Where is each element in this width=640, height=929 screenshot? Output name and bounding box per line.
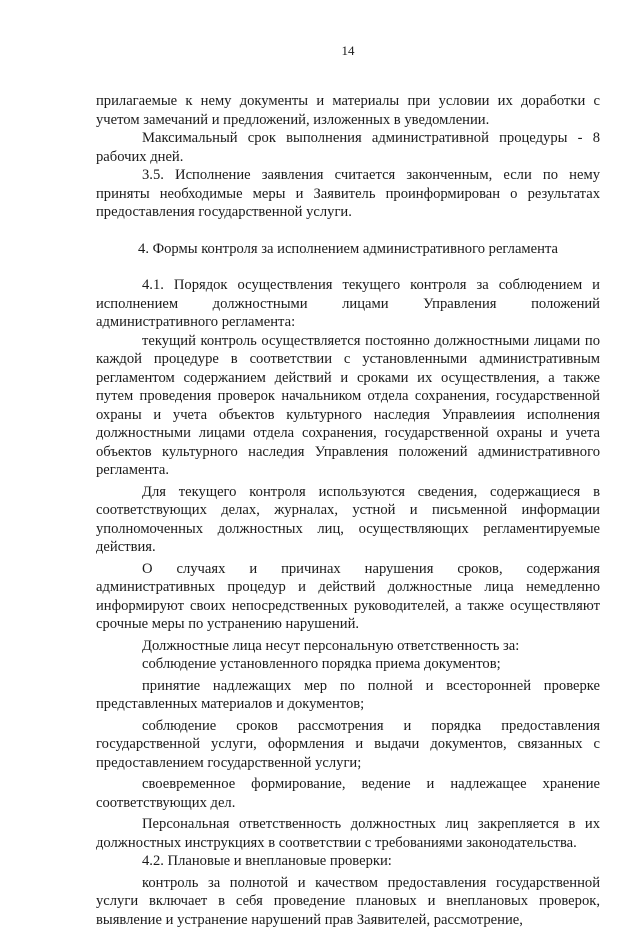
list-item-deadlines: соблюдение сроков рассмотрения и порядка предоставления государственной услуги, оформления и выдачи документов, связанных с предоставлением государственной услуги; <box>96 717 600 773</box>
paragraph-max-term: Максимальный срок выполнения административной процедуры - 8 рабочих дней. <box>96 129 600 166</box>
list-item-reception: соблюдение установленного порядка приема документов; <box>96 655 600 674</box>
paragraph-continuation: прилагаемые к нему документы и материалы при условии их доработки с учетом замечаний и предложений, изложенных в уведомлении. <box>96 92 600 129</box>
page-number: 14 <box>96 43 600 59</box>
paragraph-quality-control: контроль за полнотой и качеством предоставления государственной услуги включает в себя проведение плановых и внеплановых проверок, выявление и устранение нарушений прав Заявителей, рассмотрение, <box>96 874 600 929</box>
paragraph-responsibility: Должностные лица несут персональную ответственность за: <box>96 637 600 656</box>
paragraph-current-control: текущий контроль осуществляется постоянно должностными лицами по каждой процедуре в соответствии с установленными административным регламентом содержанием действий и сроками их осуществления, а также путем проведения проверок начальником отдела сохранения, государственной охраны и учета объектов культурного наследия Управлеиия исполнения должностными лицами отдела сохранения, государственной охраны и учета объектов культурного наследия Управления положений административного регламента. <box>96 332 600 480</box>
paragraph-3-5: 3.5. Исполнение заявления считается законченным, если по нему приняты необходимые меры и Заявитель проинформирован о результатах предоставления государственной услуги. <box>96 166 600 222</box>
paragraph-personal-responsibility: Персональная ответственность должностных лиц закрепляется в их должностных инструкциях в соответствии с требованиями законодательства. <box>96 815 600 852</box>
paragraph-information-sources: Для текущего контроля используются сведения, содержащиеся в соответствующих делах, журналах, устной и письменной информации уполномоченных должностных лиц, осуществляющих регламентируемые действия. <box>96 483 600 557</box>
document-body <box>96 92 600 929</box>
list-item-verification: принятие надлежащих мер по полной и всесторонней проверке представленных материалов и документов; <box>96 677 600 714</box>
section-heading-4: 4. Формы контроля за исполнением административного регламента <box>96 240 600 259</box>
paragraph-4-2: 4.2. Плановые и внеплановые проверки: <box>96 852 600 871</box>
paragraph-4-1: 4.1. Порядок осуществления текущего контроля за соблюдением и исполнением должностными лицами Управления положений административного регламента: <box>96 276 600 332</box>
list-item-storage: своевременное формирование, ведение и надлежащее хранение соответствующих дел. <box>96 775 600 812</box>
paragraph-violations: О случаях и причинах нарушения сроков, содержания административных процедур и действий должностные лица немедленно информируют своих непосредственных руководителей, а также осуществляют срочные меры по устранению нарушений. <box>96 560 600 634</box>
